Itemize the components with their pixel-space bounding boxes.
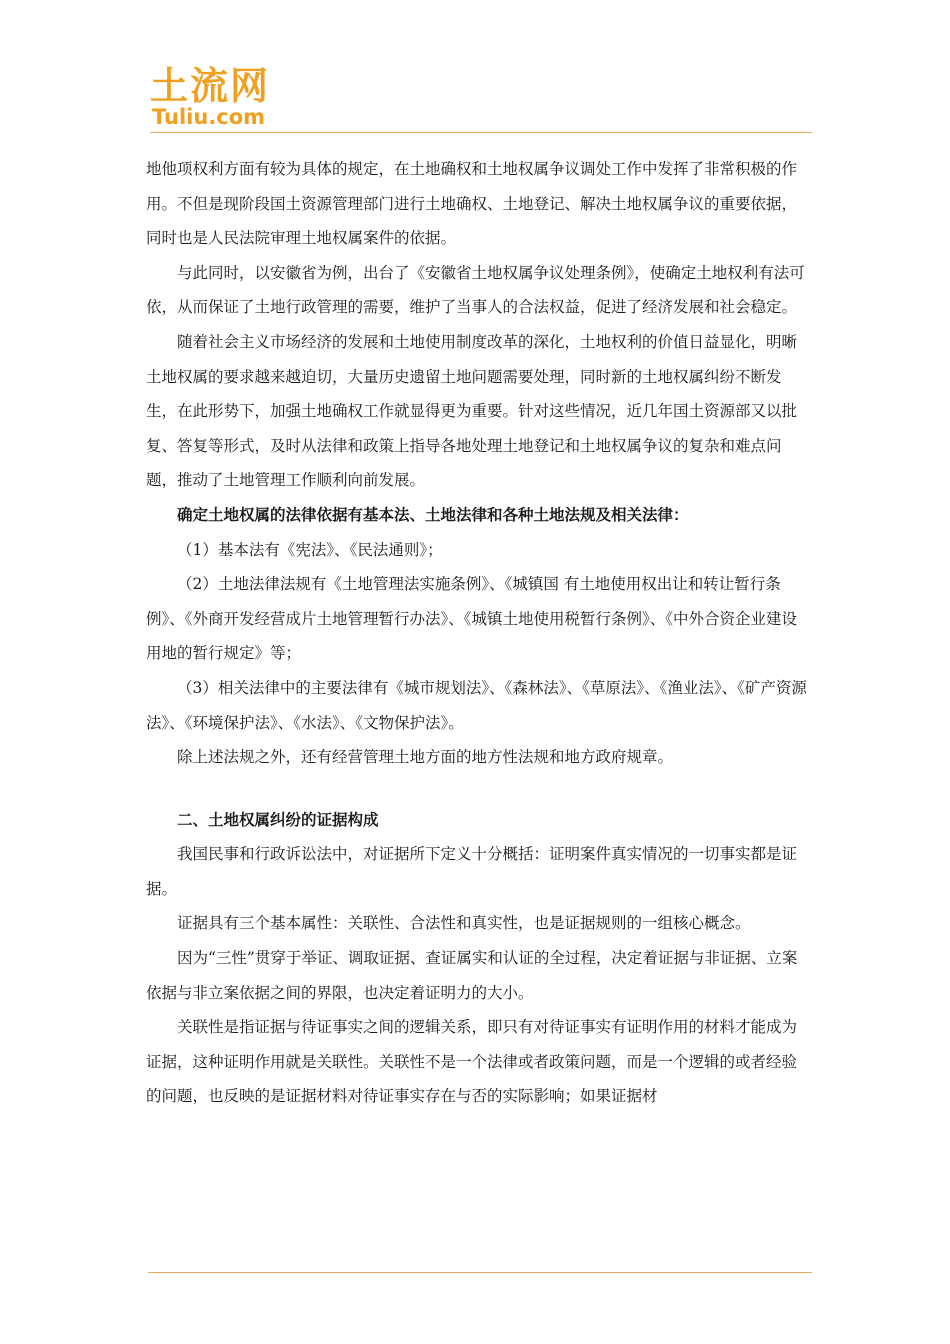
tuliu-logo [150, 66, 290, 130]
list-item: （2）土地法律法规有《土地管理法实施条例》、《城镇国 有土地使用权出让和转让暂行条例》、《外商开发经营成片土地管理暂行办法》、《城镇土地使用税暂行条例》、《中外合资企业建设用地的暂行规定》等； [146, 575, 798, 663]
section-gap [146, 775, 810, 803]
footer-divider [148, 1272, 812, 1273]
bold-paragraph: 确定土地权属的法律依据有基本法、土地法律和各种土地法规及相关法律： [177, 504, 689, 524]
paragraph: 因为“三性”贯穿于举证、调取证据、查证属实和认证的全过程，决定着证据与非证据、立案依据与非立案依据之间的界限，也决定着证明力的大小。 [146, 949, 798, 1002]
paragraph: 随着社会主义市场经济的发展和土地使用制度改革的深化，土地权利的价值日益显化，明晰土地权属的要求越来越迫切，大量历史遗留土地问题需要处理，同时新的土地权属纠纷不断发生，在此形势下，加强土地确权工作就显得更为重要。针对这些情况，近几年国土资源部又以批复、答复等形式，及时从法律和政策上指导各地处理土地登记和土地权属争议的复杂和难点问题，推动了土地管理工作顺利向前发展。 [146, 332, 798, 490]
header-divider [150, 132, 812, 133]
paragraph: 地他项权利方面有较为具体的规定，在土地确权和土地权属争议调处工作中发挥了非常积极的作用。不但是现阶段国土资源管理部门进行土地确权、土地登记、解决土地权属争议的重要依据，同时也是人民法院审理土地权属案件的依据。 [146, 160, 798, 248]
logo-chinese-text: 土流网 [150, 64, 271, 108]
paragraph: 证据具有三个基本属性：关联性、合法性和真实性，也是证据规则的一组核心概念。 [177, 914, 751, 933]
paragraph: 除上述法规之外，还有经营管理土地方面的地方性法规和地方政府规章。 [177, 748, 674, 767]
paragraph: 关联性是指证据与待证事实之间的逻辑关系，即只有对待证事实有证明作用的材料才能成为证据，这种证明作用就是关联性。关联性不是一个法律或者政策问题，而是一个逻辑的或者经验的问题，也反映的是证据材料对待证事实存在与否的实际影响；如果证据材 [146, 1018, 798, 1106]
logo-english-text: Tuliu.com [152, 105, 266, 129]
list-item: （1）基本法有《宪法》、《民法通则》； [177, 540, 443, 559]
paragraph: 我国民事和行政诉讼法中，对证据所下定义十分概括：证明案件真实情况的一切事实都是证据。 [146, 845, 798, 898]
paragraph: 与此同时，以安徽省为例，出台了《安徽省土地权属争议处理条例》，使确定土地权利有法可依，从而保证了土地行政管理的需要，维护了当事人的合法权益，促进了经济发展和社会稳定。 [146, 263, 805, 317]
list-item: （3）相关法律中的主要法律有《城市规划法》、《森林法》、《草原法》、《渔业法》、《矿产资源法》、《环境保护法》、《水法》、《文物保护法》。 [146, 678, 807, 732]
document-body [146, 152, 810, 1114]
section-heading: 二、土地权属纠纷的证据构成 [177, 809, 379, 829]
